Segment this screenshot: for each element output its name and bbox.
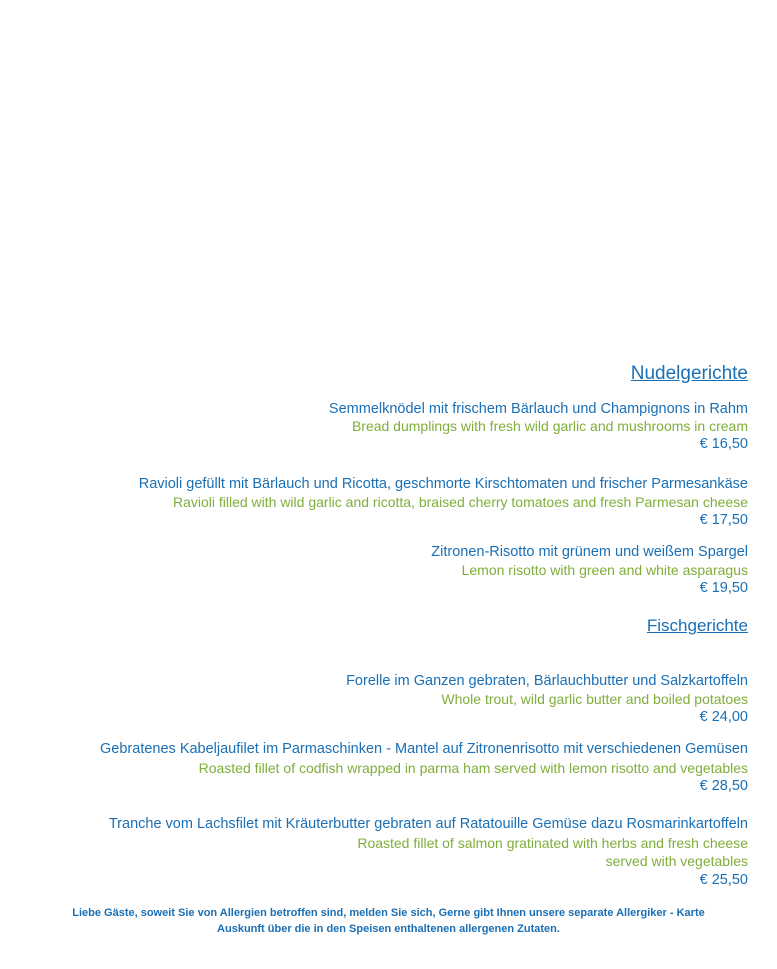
dish-translation: Whole trout, wild garlic butter and boiled potatoes: [441, 691, 748, 707]
dish-translation: Lemon risotto with green and white asparagus: [461, 562, 748, 578]
dish-name: Tranche vom Lachsfilet mit Kräuterbutter gebraten auf Ratatouille Gemüse dazu Rosmarinkartoffeln: [108, 816, 748, 832]
section-title-nudelgerichte: Nudelgerichte: [630, 363, 748, 384]
allergy-notice-line2: Auskunft über die in den Speisen enthaltenen allergenen Zutaten.: [217, 923, 560, 935]
dish-name: Semmelknödel mit frischem Bärlauch und Champignons in Rahm: [328, 401, 748, 417]
dish-translation: Ravioli filled with wild garlic and ricotta, braised cherry tomatoes and fresh Parmesan cheese: [172, 494, 748, 510]
dish-price: € 28,50: [699, 778, 748, 794]
dish-price: € 24,00: [699, 709, 748, 725]
dish-price: € 17,50: [699, 512, 748, 528]
dish-name: Ravioli gefüllt mit Bärlauch und Ricotta, geschmorte Kirschtomaten und frischer Parmesankäse: [138, 476, 748, 492]
dish-price: € 19,50: [699, 580, 748, 596]
dish-name: Forelle im Ganzen gebraten, Bärlauchbutter und Salzkartoffeln: [346, 673, 748, 689]
dish-translation: Roasted fillet of codfish wrapped in parma ham served with lemon risotto and vegetables: [198, 760, 748, 776]
dish-price: € 25,50: [699, 872, 748, 888]
dish-price: € 16,50: [699, 436, 748, 452]
dish-name: Gebratenes Kabeljaufilet im Parmaschinken - Mantel auf Zitronenrisotto mit verschiedenen Gemüsen: [100, 741, 748, 757]
allergy-notice-line1: Liebe Gäste, soweit Sie von Allergien betroffen sind, melden Sie sich, Gerne gibt Ihnen unsere separate Allergiker - Karte: [72, 907, 705, 919]
section-title-fischgerichte: Fischgerichte: [646, 616, 748, 635]
dish-translation: Bread dumplings with fresh wild garlic and mushrooms in cream: [351, 418, 748, 434]
dish-translation: Roasted fillet of salmon gratinated with herbs and fresh cheese: [357, 835, 748, 851]
dish-name: Zitronen-Risotto mit grünem und weißem Spargel: [431, 544, 748, 560]
dish-translation: served with vegetables: [605, 853, 748, 869]
